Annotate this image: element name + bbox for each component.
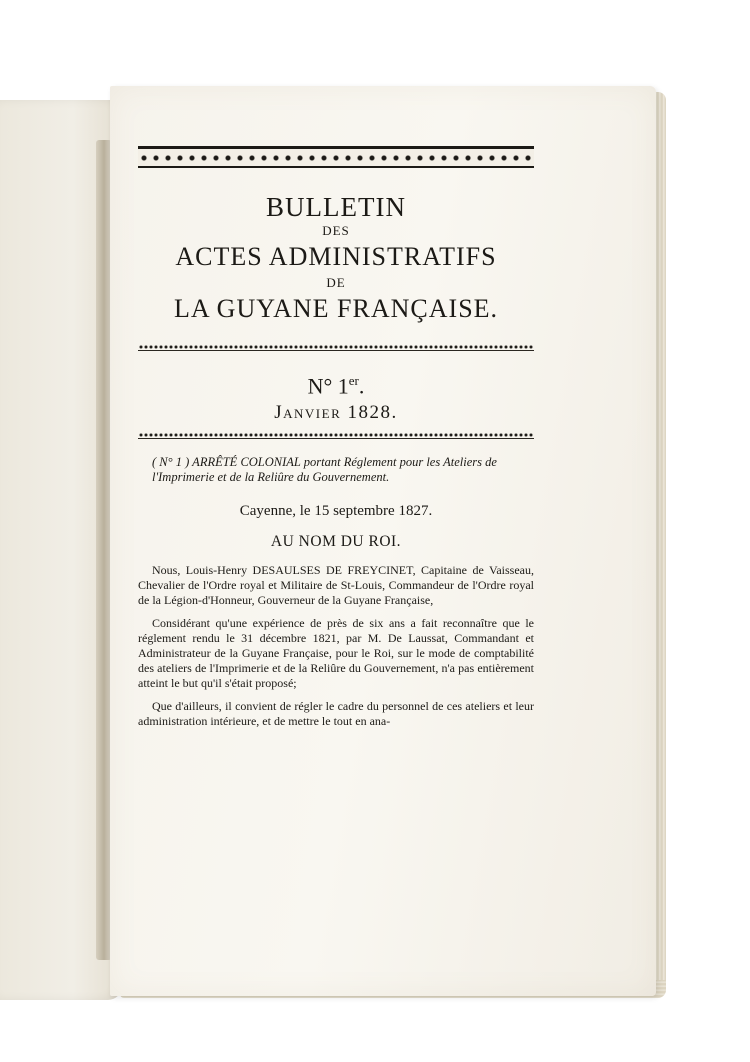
paragraph: Que d'ailleurs, il convient de régler le cadre du personnel de ces ateliers et leur administration intérieure, et de mettre le tout en ana-	[138, 699, 534, 729]
issue-number	[138, 367, 534, 400]
royal-formula: AU NOM DU ROI.	[270, 533, 402, 551]
issue-number-text: N° 1	[307, 373, 349, 399]
title-de: DE	[326, 275, 346, 290]
wavy-rule-top	[138, 344, 534, 351]
title-actes-administratifs: ACTES ADMINISTRATIFS	[175, 242, 497, 271]
issue-date: Janvier 1828.	[274, 402, 398, 424]
paragraph: Nous, Louis-Henry DESAULSES DE FREYCINET, Capitaine de Vaisseau, Chevalier de l'Ordre royal et Militaire de St-Louis, Commandeur de l'Ordre royal de la Légion-d'Honneur, Gouverneur de la Guyane Française,	[138, 563, 534, 608]
page-content	[138, 146, 534, 729]
issue-number-suffix: er	[348, 373, 359, 388]
act-heading: ( N° 1 ) ARRÊTÉ COLONIAL portant Réglement pour les Ateliers de l'Imprimerie et de la Reliûre du Gouvernement.	[152, 455, 497, 485]
title-guyane-francaise: LA GUYANE FRANÇAISE.	[173, 294, 499, 323]
title-bulletin: BULLETIN	[266, 192, 406, 222]
issue-number-dot: .	[358, 373, 365, 399]
title-des: DES	[322, 223, 350, 238]
ornamental-header-band	[138, 146, 534, 168]
wavy-rule-bottom	[138, 432, 534, 439]
paragraph: Considérant qu'une expérience de près de six ans a fait reconnaître que le réglement rendu le 31 décembre 1821, par M. De Laussat, Commandant et Administrateur de la Guyane Française, pour le Roi, sur le mode de comptabilité des ateliers de l'Imprimerie et de la Reliûre du Gouvernement, n'a pas entièrement atteint le but qu'il s'était proposé;	[138, 616, 534, 691]
place-date: Cayenne, le 15 septembre 1827.	[239, 503, 433, 520]
